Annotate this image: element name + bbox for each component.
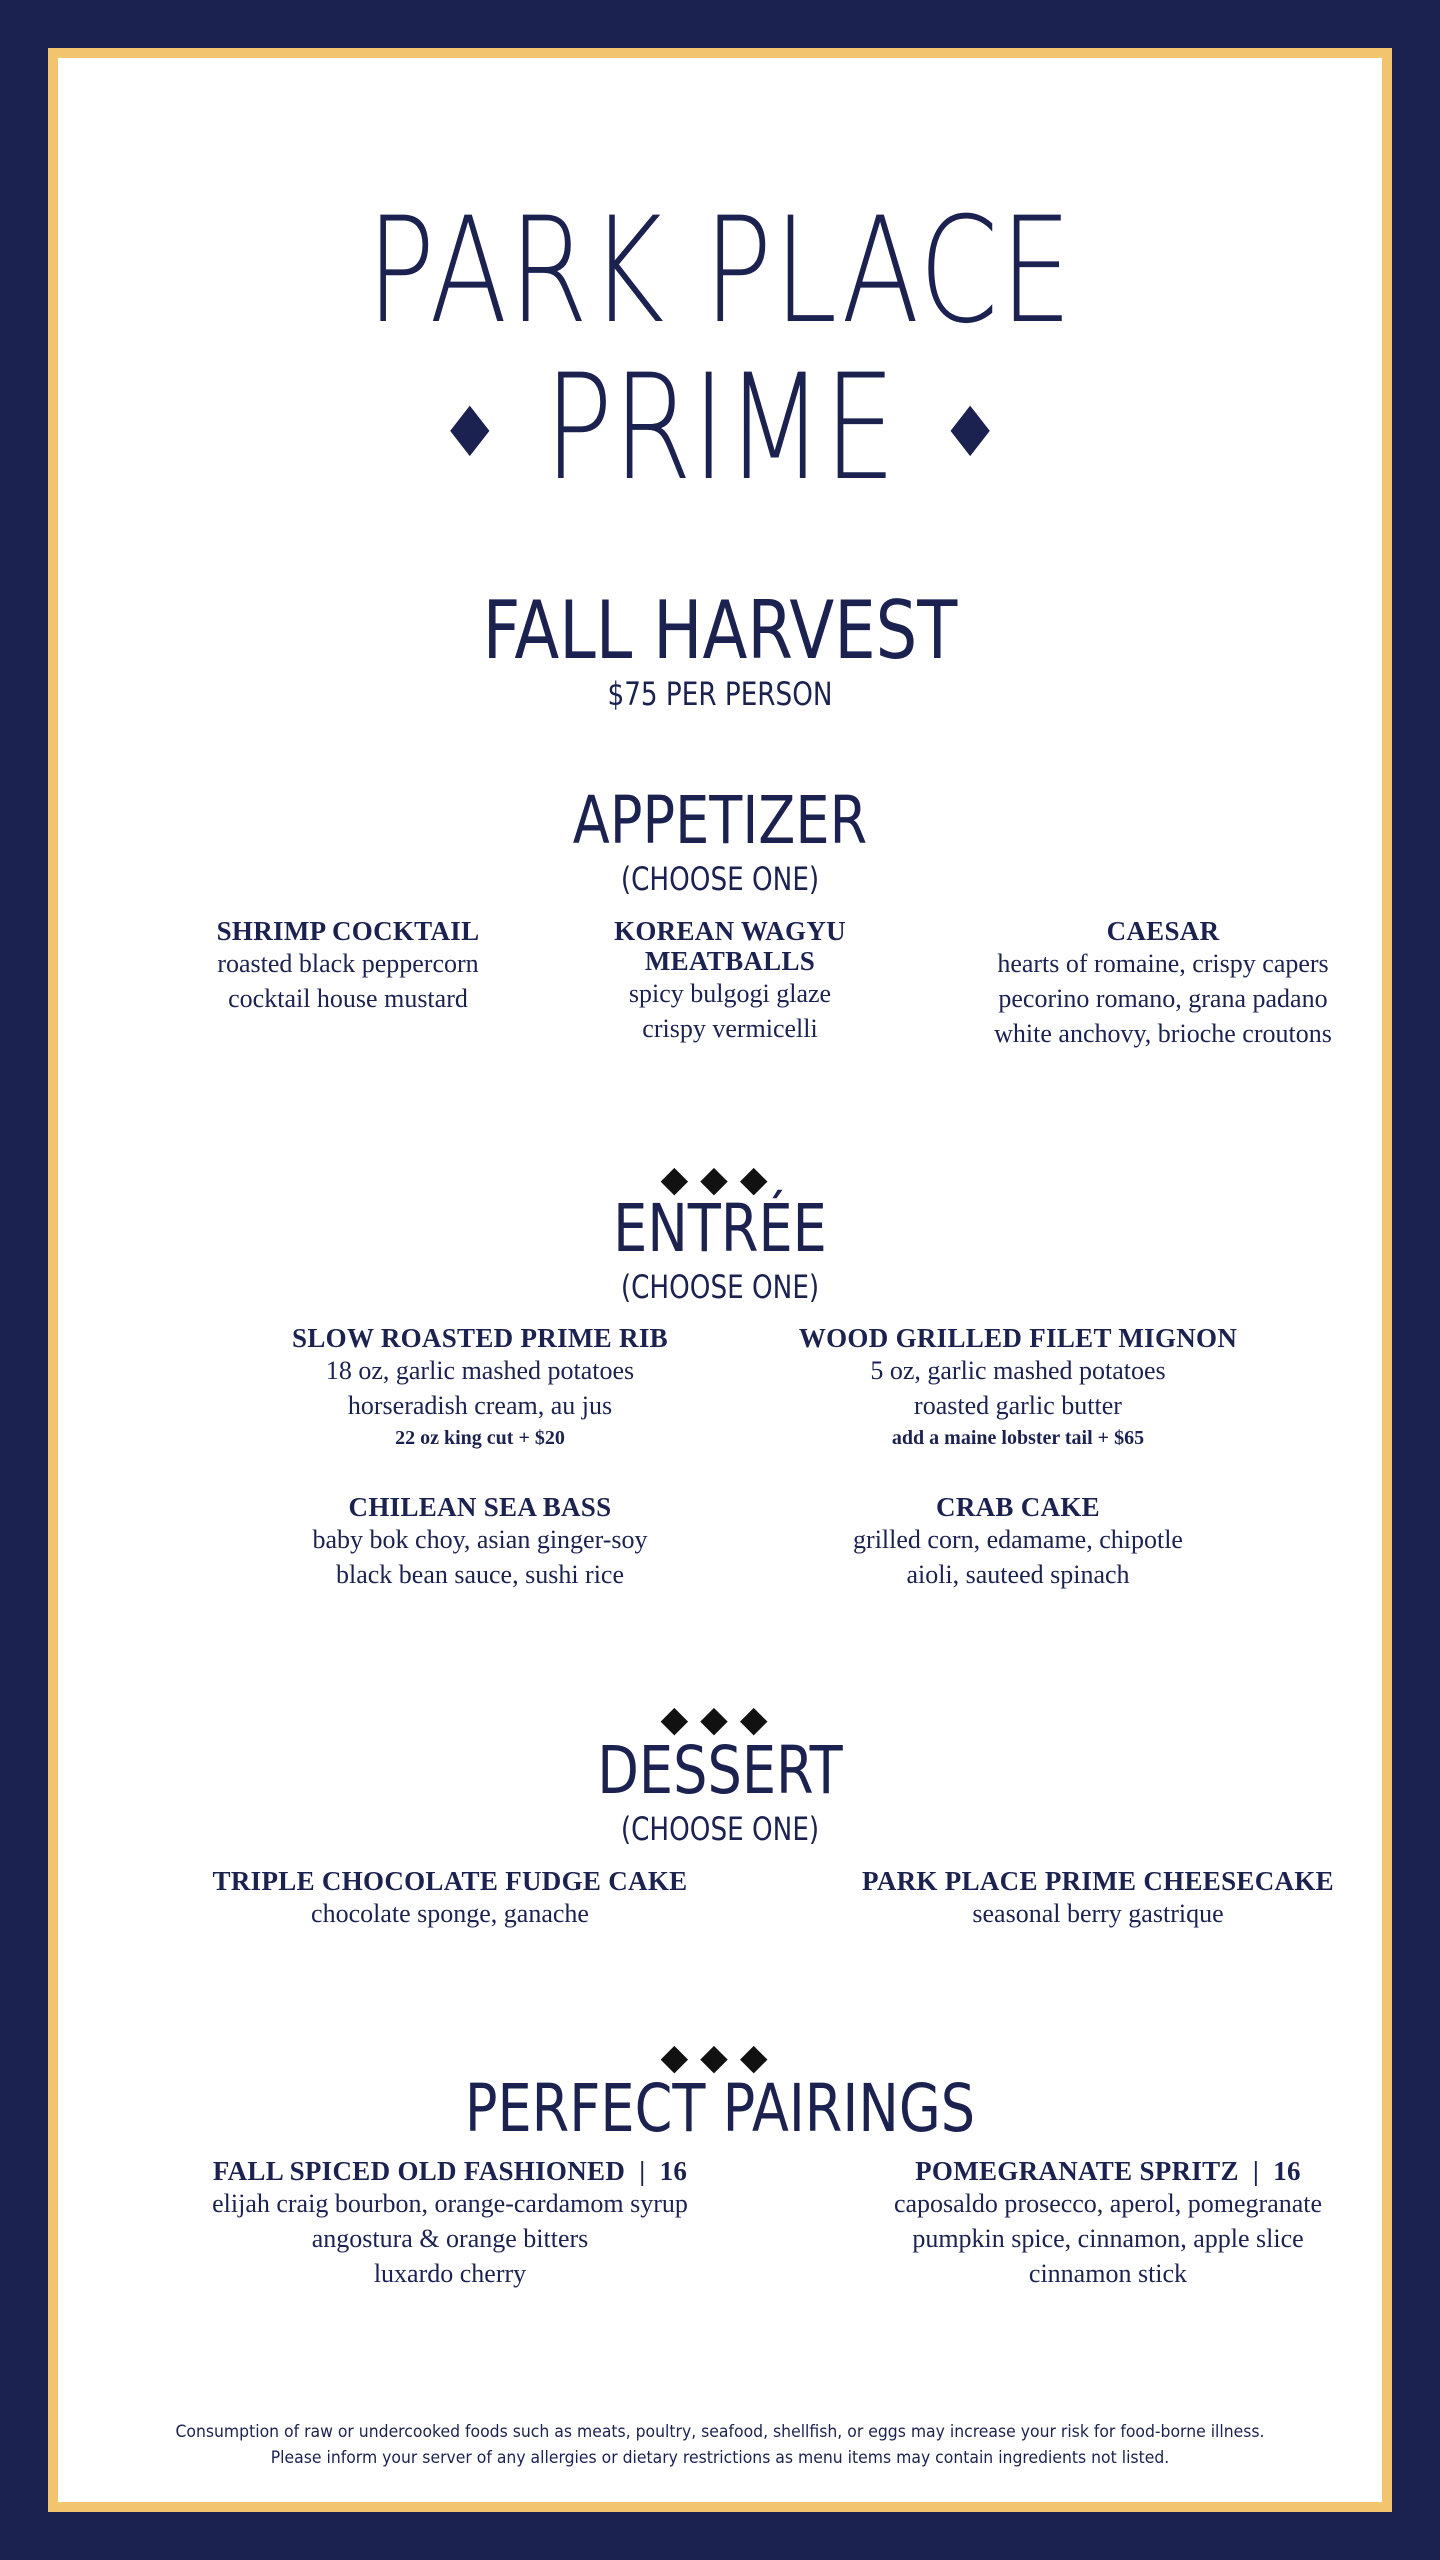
item-desc: 18 oz, garlic mashed potatoes — [325, 1356, 635, 1385]
item-desc: white anchovy, brioche croutons — [994, 1019, 1332, 1048]
appetizer-item — [98, 916, 598, 1016]
item-name: TRIPLE CHOCOLATE FUDGE CAKE — [212, 1866, 688, 1896]
item-note: 22 oz king cut + $20 — [395, 1427, 565, 1449]
item-desc: cocktail house mustard — [228, 984, 468, 1013]
item-name: PARK PLACE PRIME CHEESECAKE — [862, 1866, 1334, 1896]
item-desc: pecorino romano, grana padano — [998, 984, 1328, 1013]
menu-title: FALL HARVEST — [482, 584, 958, 677]
restaurant-name-prime: PRIME — [544, 343, 896, 513]
restaurant-name-line1: PARK PLACE — [366, 186, 1074, 356]
appetizer-item — [530, 916, 930, 1046]
item-name: KOREAN WAGYU — [614, 916, 846, 946]
item-desc: elijah craig bourbon, orange-cardamom syrup — [212, 2189, 688, 2218]
diamond-icon: ◆ — [950, 387, 990, 464]
pairings-heading: PERFECT PAIRINGS — [464, 2070, 976, 2147]
item-name: WOOD GRILLED FILET MIGNON — [798, 1323, 1238, 1353]
entree-heading: ENTRÉE — [613, 1190, 827, 1267]
item-desc: roasted black peppercorn — [217, 949, 479, 978]
item-desc: 5 oz, garlic mashed potatoes — [870, 1356, 1166, 1385]
item-desc: cinnamon stick — [1028, 2259, 1188, 2288]
item-name: CRAB CAKE — [936, 1492, 1100, 1522]
dessert-choose: (CHOOSE ONE) — [620, 1810, 820, 1848]
pairing-item — [110, 2156, 790, 2291]
entree-item — [230, 1492, 730, 1592]
entree-item — [230, 1323, 730, 1453]
item-name: SHRIMP COCKTAIL — [216, 916, 480, 946]
restaurant-name-line2 — [204, 343, 1237, 513]
appetizer-heading: APPETIZER — [572, 782, 868, 859]
item-desc: angostura & orange bitters — [311, 2224, 589, 2253]
entree-choose: (CHOOSE ONE) — [620, 1268, 820, 1306]
dessert-heading: DESSERT — [597, 1732, 843, 1809]
disclaimer-line1: Consumption of raw or undercooked foods such as meats, poultry, seafood, shellfish, or eggs may increase your risk for food-borne illness. — [175, 2422, 1265, 2442]
entree-item — [768, 1492, 1268, 1592]
appetizer-item — [938, 916, 1388, 1051]
item-name: CAESAR — [1106, 916, 1220, 946]
item-desc: roasted garlic butter — [914, 1391, 1122, 1420]
item-desc: hearts of romaine, crispy capers — [997, 949, 1329, 978]
item-desc: caposaldo prosecco, aperol, pomegranate — [893, 2189, 1323, 2218]
gold-border — [48, 48, 1392, 2512]
item-name: CHILEAN SEA BASS — [348, 1492, 612, 1522]
diamond-divider-icon: ◆◆◆ — [660, 2037, 780, 2077]
dessert-item — [150, 1866, 750, 1931]
item-desc: pumpkin spice, cinnamon, apple slice — [912, 2224, 1304, 2253]
diamond-divider-icon: ◆◆◆ — [660, 1699, 780, 1739]
dessert-item — [798, 1866, 1398, 1931]
pairing-item — [778, 2156, 1438, 2291]
item-name: FALL SPICED OLD FASHIONED | 16 — [212, 2156, 688, 2186]
item-name: MEATBALLS — [644, 946, 816, 976]
item-desc: seasonal berry gastrique — [972, 1899, 1224, 1928]
item-desc: luxardo cherry — [373, 2259, 527, 2288]
menu-price: $75 PER PERSON — [607, 675, 833, 713]
item-desc: crispy vermicelli — [642, 1014, 818, 1043]
item-name: SLOW ROASTED PRIME RIB — [292, 1323, 668, 1353]
item-desc: baby bok choy, asian ginger-soy — [312, 1525, 648, 1554]
entree-item — [768, 1323, 1268, 1453]
menu-page — [58, 58, 1382, 2502]
item-desc: aioli, sauteed spinach — [906, 1560, 1130, 1589]
item-desc: black bean sauce, sushi rice — [335, 1560, 625, 1589]
diamond-divider-icon: ◆◆◆ — [660, 1159, 780, 1199]
item-name: POMEGRANATE SPRITZ | 16 — [915, 2156, 1301, 2186]
diamond-icon: ◆ — [449, 387, 490, 464]
item-note: add a maine lobster tail + $65 — [891, 1427, 1145, 1449]
appetizer-choose: (CHOOSE ONE) — [620, 860, 820, 898]
item-desc: spicy bulgogi glaze — [628, 979, 832, 1008]
item-desc: horseradish cream, au jus — [347, 1391, 613, 1420]
item-desc: chocolate sponge, ganache — [311, 1899, 589, 1928]
item-desc: grilled corn, edamame, chipotle — [853, 1525, 1183, 1554]
disclaimer-line2: Please inform your server of any allergies or dietary restrictions as menu items may contain ingredients not listed. — [270, 2448, 1170, 2468]
